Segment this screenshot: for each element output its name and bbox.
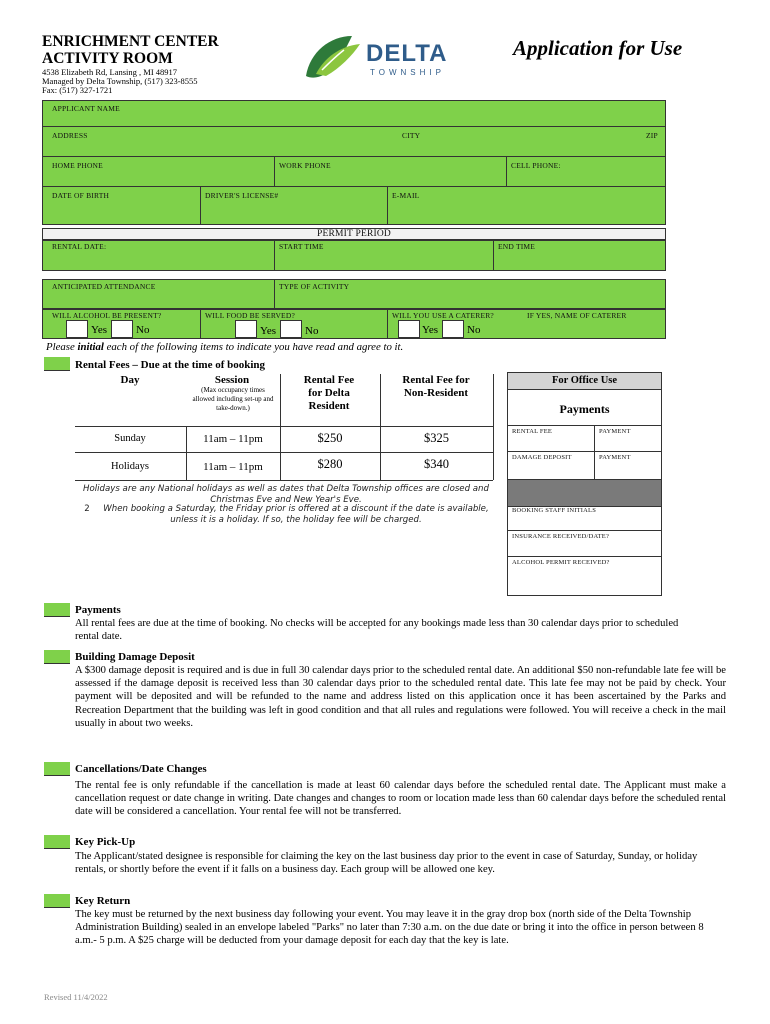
instruction-text-pre: Please [46, 341, 78, 353]
deposit-title: Building Damage Deposit [75, 651, 195, 663]
end-time-field[interactable]: END TIME [498, 242, 536, 251]
delta-logo [300, 32, 470, 82]
address-field[interactable]: ADDRESS [52, 131, 88, 140]
tree-leaf-icon [300, 32, 370, 82]
booking-staff-initials[interactable]: BOOKING STAFF INITIALS [512, 507, 597, 514]
alcohol-permit-received[interactable]: ALCOHOL PERMIT RECEIVED? [512, 559, 610, 566]
org-fax: Fax: (517) 327-1721 [42, 85, 113, 95]
cancel-initial-box[interactable] [44, 762, 70, 776]
fee-row-day: Holidays [111, 461, 149, 472]
work-phone-field[interactable]: WORK PHONE [279, 161, 331, 170]
dob-field[interactable]: DATE OF BIRTH [52, 191, 110, 200]
saturday-note: When booking a Saturday, the Friday prior is offered at a discount if the date is available, unless it is a holiday. If so, the holiday fee will be charged. [103, 504, 489, 525]
food-yes-checkbox[interactable] [235, 320, 257, 338]
revision-date: Revised 11/4/2022 [44, 992, 108, 1002]
fee-row-nonresident: $325 [424, 431, 449, 445]
zip-field[interactable]: ZIP [646, 131, 658, 140]
caterer-yes-checkbox[interactable] [398, 320, 420, 338]
return-initial-box[interactable] [44, 894, 70, 908]
payments-title: Payments [75, 604, 121, 616]
instruction-text-bold: initial [77, 341, 104, 353]
col-resident-header: Rental Fee for Delta Resident [303, 374, 355, 412]
payments-initial-box[interactable] [44, 603, 70, 617]
instruction-text-post: each of the following items to indicate you have read and agree to it. [103, 341, 404, 353]
fee-row-resident: $280 [317, 457, 343, 471]
permit-period-section [42, 240, 666, 271]
office-damage-deposit[interactable]: DAMAGE DEPOSIT [512, 454, 572, 461]
office-payment[interactable]: PAYMENT [599, 454, 631, 461]
return-title: Key Return [75, 895, 131, 907]
logo-text: DELTA [366, 40, 448, 67]
fee-row-resident: $250 [317, 431, 343, 445]
logo-subtext: TOWNSHIP [370, 68, 445, 77]
license-field[interactable]: DRIVER'S LICENSE# [205, 191, 279, 200]
page-title: Application for Use [513, 36, 683, 60]
org-managed: Managed by Delta Township, (517) 323-8555 [42, 76, 198, 86]
alcohol-yes-label: Yes [91, 324, 108, 336]
attendance-field[interactable]: ANTICIPATED ATTENDANCE [52, 282, 156, 291]
col-day-header: Day [120, 374, 140, 386]
alcohol-yes-checkbox[interactable] [66, 320, 88, 338]
alcohol-question: WILL ALCOHOL BE PRESENT? [52, 311, 162, 320]
food-yes-label: Yes [260, 325, 277, 337]
deposit-initial-box[interactable] [44, 650, 70, 664]
office-gray-band [508, 479, 661, 507]
col-session-note: (Max occupancy times allowed including set-up and take-down.) [192, 386, 274, 412]
saturday-note-number: 2 [84, 504, 90, 514]
applicant-name-field[interactable]: APPLICANT NAME [52, 104, 120, 113]
food-no-checkbox[interactable] [280, 320, 302, 338]
email-field[interactable]: E-MAIL [392, 191, 420, 200]
insurance-received[interactable]: INSURANCE RECEIVED/DATE? [512, 533, 610, 540]
cancel-text: The rental fee is only refundable if the cancellation is made at least 60 calendar days before the scheduled rental date. The Applicant must make a cancellation request or date change in writing. Date changes and changes to room or location made less than 60 calendar days before the scheduled rental date will be considered a cancellation. Your rental fee will not be transferred. [75, 780, 726, 818]
col-session-header: Session [214, 374, 250, 386]
fee-row-nonresident: $340 [424, 457, 449, 471]
org-name-line2: ACTIVITY ROOM [42, 50, 173, 67]
caterer-yes-label: Yes [422, 324, 439, 336]
activity-type-field[interactable]: TYPE OF ACTIVITY [279, 282, 350, 291]
org-name [42, 33, 219, 67]
cell-phone-field[interactable]: CELL PHONE: [511, 161, 561, 170]
pickup-initial-box[interactable] [44, 835, 70, 849]
office-use-title: For Office Use [551, 375, 618, 386]
rental-date-field[interactable]: RENTAL DATE: [52, 242, 107, 251]
initial-instruction [46, 341, 403, 353]
cancel-title: Cancellations/Date Changes [75, 763, 207, 775]
permit-period-label: PERMIT PERIOD [317, 229, 391, 239]
holiday-note: Holidays are any National holidays as well as dates that Delta Township offices are closed and Christmas Eve and New Year's Eve. [83, 484, 489, 505]
fee-row-day: Sunday [114, 433, 146, 444]
home-phone-field[interactable]: HOME PHONE [52, 161, 103, 170]
start-time-field[interactable]: START TIME [279, 242, 324, 251]
caterer-no-checkbox[interactable] [442, 320, 464, 338]
pickup-title: Key Pick-Up [75, 836, 136, 848]
pickup-text: The Applicant/stated designee is responsible for claiming the key on the last business day prior to the event in case of Saturday, Sunday, or holiday rentals, or shortly before the event if it falls on a business day. Each group will be allowed one key. [75, 851, 698, 876]
office-payment[interactable]: PAYMENT [599, 428, 631, 435]
alcohol-no-checkbox[interactable] [111, 320, 133, 338]
caterer-name-field[interactable]: IF YES, NAME OF CATERER [527, 311, 627, 320]
office-rental-fee[interactable]: RENTAL FEE [512, 428, 553, 435]
fee-row-session: 11am – 11pm [203, 433, 263, 445]
city-field[interactable]: CITY [402, 131, 421, 140]
food-no-label: No [305, 325, 319, 337]
payments-text: All rental fees are due at the time of booking. No checks will be accepted for any bookings made less than 30 calendar days prior to scheduled rental date. [75, 618, 679, 643]
org-address: 4538 Elizabeth Rd, Lansing , MI 48917 [42, 67, 178, 77]
fees-initial-box[interactable] [44, 357, 70, 371]
caterer-no-label: No [467, 324, 481, 336]
org-name-line1: ENRICHMENT CENTER [42, 33, 219, 50]
return-text: The key must be returned by the next business day following your event. You may leave it in the gray drop box (north side of the Delta Township Administration Building) sealed in an envelope labeled "Parks" no later than 7:30 a.m. on the due date or bring it into the office in person between 8 a.m.- 5 p.m. A $25 charge will be deducted from your damage deposit for each day that the key is late. [75, 909, 704, 947]
col-nonresident-header: Rental Fee for Non-Resident [402, 374, 470, 399]
applicant-info-section [42, 100, 666, 225]
food-question: WILL FOOD BE SERVED? [205, 311, 295, 320]
fee-row-session: 11am – 11pm [203, 461, 263, 473]
alcohol-no-label: No [136, 324, 150, 336]
payments-heading: Payments [559, 402, 610, 416]
caterer-question: WILL YOU USE A CATERER? [392, 311, 494, 320]
fees-title: Rental Fees – Due at the time of booking [75, 359, 266, 371]
deposit-text: A $300 damage deposit is required and is due in full 30 calendar days prior to the scheduled rental date. An additional $50 non-refundable late fee will be assessed if the damage deposit is received less than 30 calendar days prior to the scheduled rental date. This late fee may not be paid by check. Your payment will be deposited and will be refunded to the name and address listed on this application once it has been ascertained by the Parks and Recreation Department that the building was left in good condition and that all rules and regulations were followed. You will receive a check in the mail usually in about two weeks. [75, 665, 726, 729]
